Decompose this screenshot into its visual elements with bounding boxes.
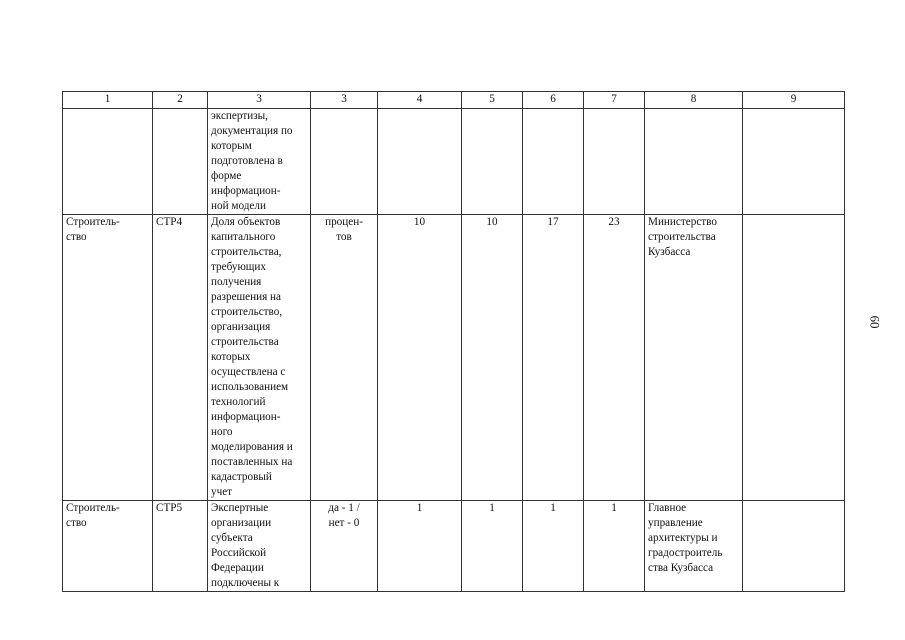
table-cell-value-7 <box>584 109 645 215</box>
header-cell-col10: 9 <box>743 92 845 109</box>
table-cell-value-5 <box>462 109 523 215</box>
table-row <box>63 215 845 501</box>
table-cell-unit: процен- тов <box>311 215 378 501</box>
header-cell-col8: 7 <box>584 92 645 109</box>
header-cell-col1: 1 <box>63 92 153 109</box>
table-cell-sector: Строитель- ство <box>63 215 153 501</box>
table-cell-code <box>153 109 208 215</box>
table-cell-value-6 <box>523 109 584 215</box>
header-cell-col2: 2 <box>153 92 208 109</box>
table-cell-col9 <box>743 501 845 592</box>
table-cell-indicator: экспертизы, документация по которым подготовлена в форме информацион- ной модели <box>208 109 311 215</box>
header-cell-col5: 4 <box>378 92 462 109</box>
table-cell-unit: да - 1 / нет - 0 <box>311 501 378 592</box>
table-row <box>63 501 845 592</box>
table-cell-sector: Строитель- ство <box>63 501 153 592</box>
table-cell-value-4 <box>378 109 462 215</box>
table-cell-value-7: 1 <box>584 501 645 592</box>
table-cell-value-4: 10 <box>378 215 462 501</box>
table-cell-responsible: Главное управление архитектуры и градостроитель ства Кузбасса <box>645 501 743 592</box>
header-cell-col9: 8 <box>645 92 743 109</box>
table-cell-value-5: 10 <box>462 215 523 501</box>
table-cell-responsible: Министерство строительства Кузбасса <box>645 215 743 501</box>
table-cell-unit <box>311 109 378 215</box>
table-row <box>63 109 845 215</box>
table-cell-indicator: Экспертные организации субъекта Российской Федерации подключены к <box>208 501 311 592</box>
table-cell-sector <box>63 109 153 215</box>
table-cell-value-6: 1 <box>523 501 584 592</box>
header-cell-col3: 3 <box>208 92 311 109</box>
table-cell-code: СТР4 <box>153 215 208 501</box>
indicators-table <box>62 91 845 592</box>
table-cell-value-6: 17 <box>523 215 584 501</box>
table-cell-value-5: 1 <box>462 501 523 592</box>
table-cell-indicator: Доля объектов капитального строительства, требующих получения разрешения на строительство, организация строительства которых осуществлена с использованием технологий информацион- ного моделирования и поставленных на кадастровый учет <box>208 215 311 501</box>
table-cell-code: СТР5 <box>153 501 208 592</box>
table-cell-col9 <box>743 215 845 501</box>
table-cell-value-4: 1 <box>378 501 462 592</box>
table-cell-col9 <box>743 109 845 215</box>
header-cell-col7: 6 <box>523 92 584 109</box>
header-cell-col4: 3 <box>311 92 378 109</box>
header-cell-col6: 5 <box>462 92 523 109</box>
table-cell-responsible <box>645 109 743 215</box>
page-number: 60 <box>867 315 883 329</box>
table-cell-value-7: 23 <box>584 215 645 501</box>
table-header-row <box>63 92 845 109</box>
